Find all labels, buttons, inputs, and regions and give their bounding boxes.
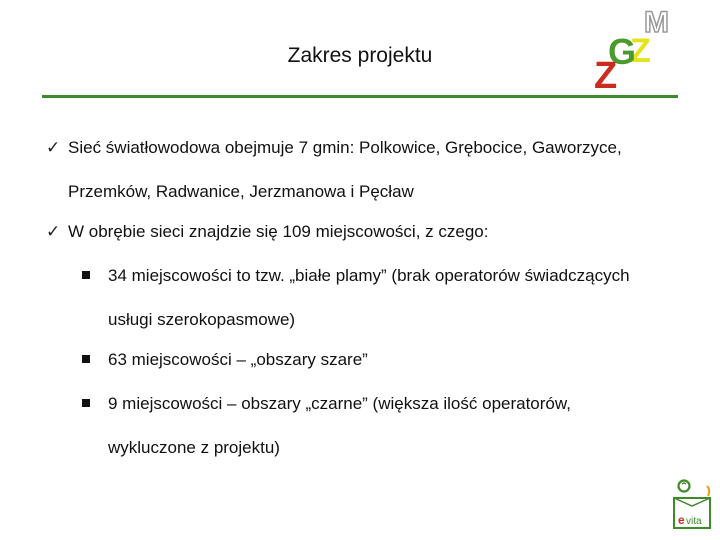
title-divider — [42, 95, 678, 98]
svg-text:Z: Z — [630, 32, 651, 70]
check-icon: ✓ — [46, 222, 61, 241]
check-icon: ✓ — [46, 138, 61, 157]
svg-text:Z: Z — [594, 55, 618, 92]
svg-text:G: G — [608, 31, 637, 72]
square-bullet-icon — [82, 254, 108, 298]
bullet-text: Sieć światłowodowa obejmuje 7 gmin: Polkowice, Grębocice, Gaworzyce, Przemków, Radwanice, Jerzmanowa i Pęcław — [68, 138, 622, 201]
bullet-text: 9 miejscowości – obszary „czarne” (większa ilość operatorów, wykluczone z projektu) — [108, 394, 571, 457]
bullet-gminy — [46, 126, 646, 214]
zgzm-logo — [592, 4, 680, 92]
svg-text:e: e — [678, 513, 685, 527]
square-bullet-icon — [82, 382, 108, 426]
svg-text:M: M — [644, 6, 669, 39]
subbullet-obszary-szare — [82, 338, 642, 382]
evita-logo — [670, 478, 714, 534]
bullet-text: W obrębie sieci znajdzie się 109 miejscowości, z czego: — [68, 222, 489, 241]
square-bullet-icon — [82, 338, 108, 382]
subbullet-biale-plamy — [82, 254, 642, 342]
subbullet-obszary-czarne — [82, 382, 642, 470]
bullet-miejscowosci — [46, 210, 646, 254]
slide-title: Zakres projektu — [287, 44, 433, 67]
bullet-text: 34 miejscowości to tzw. „białe plamy” (brak operatorów świadczących usługi szerokopasmowe) — [108, 266, 630, 329]
svg-text:vita: vita — [686, 516, 702, 527]
bullet-text: 63 miejscowości – „obszary szare” — [108, 350, 368, 369]
